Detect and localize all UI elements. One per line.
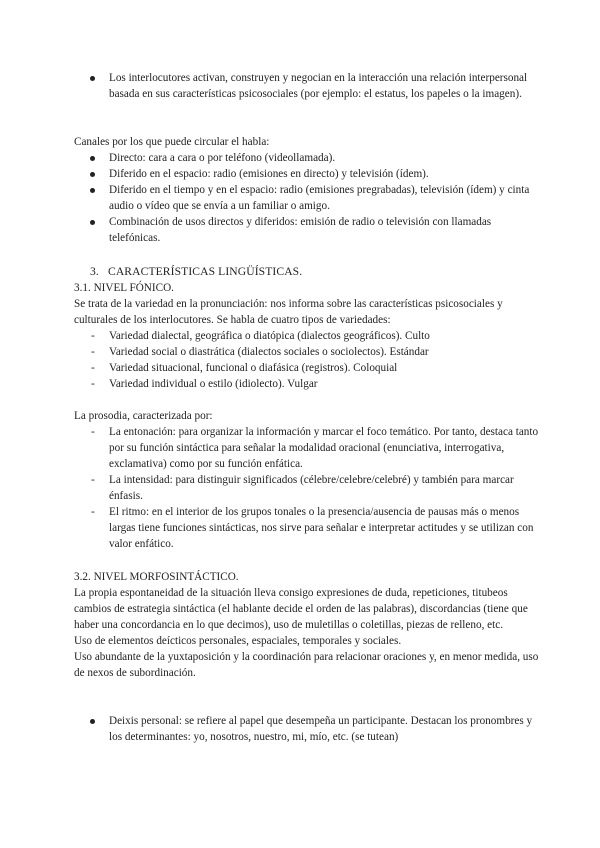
- prosodia-item: - La intensidad: para distinguir significados (célebre/celebre/celebré) y también para marcar énfasis.: [74, 472, 544, 504]
- canales-item: Combinación de usos directos y diferidos: emisión de radio o televisión con llamadas telefónicas.: [74, 214, 544, 246]
- fonico-title: 3.1. NIVEL FÓNICO.: [74, 282, 174, 294]
- canales-heading: Canales por los que puede circular el habla:: [74, 136, 270, 148]
- section-3-number: 3.: [90, 265, 99, 278]
- deixis-item: Deixis personal: se refiere al papel que desempeña un participante. Destacan los pronombres y los determinantes: yo, nosotros, nuestro, mi, mío, etc. (se tutean): [74, 713, 544, 745]
- canales-list: [74, 150, 544, 246]
- variedades-list: [74, 328, 544, 392]
- morfo-title: 3.2. NIVEL MORFOSINTÁCTICO.: [74, 571, 239, 583]
- fonico-intro: Se trata de la variedad en la pronunciación: nos informa sobre las características psicosociales y culturales de los interlocutores. Se habla de cuatro tipos de variedades:: [74, 298, 503, 326]
- prosodia-item: - El ritmo: en el interior de los grupos tonales o la presencia/ausencia de pausas más o menos largas tiene funciones sintácticas, nos sirve para señalar e interpretar actitudes y se utilizan con valor enfático.: [74, 504, 544, 552]
- morfo-paragraph: La propia espontaneidad de la situación lleva consigo expresiones de duda, repeticiones, titubeos cambios de estrategia sintáctica (el hablante decide el orden de las palabras), discordancias (tiene que haber una concordancia en lo que decimos), uso de muletillas o coletillas, piezas de relleno, etc.: [74, 587, 528, 631]
- canales-item: Diferido en el espacio: radio (emisiones en directo) y televisión (ídem).: [74, 166, 544, 182]
- morfo-section: [74, 569, 544, 681]
- morfo-paragraph: Uso abundante de la yuxtaposición y la coordinación para relacionar oraciones y, en menor medida, uso de nexos de subordinación.: [74, 651, 539, 679]
- section-3-heading: [74, 264, 544, 280]
- variedad-item: - Variedad situacional, funcional o diafásica (registros). Coloquial: [74, 360, 544, 376]
- canales-item: Diferido en el tiempo y en el espacio: radio (emisiones pregrabadas), televisión (ídem) y cinta audio o vídeo que se envía a un familiar o amigo.: [74, 182, 544, 214]
- deixis-section: [74, 713, 544, 745]
- morfo-paragraph: Uso de elementos deícticos personales, espaciales, temporales y sociales.: [74, 635, 402, 647]
- prosodia-heading: La prosodia, caracterizada por:: [74, 410, 213, 422]
- canales-section: [74, 134, 544, 246]
- variedad-item: - Variedad social o diastrática (dialectos sociales o sociolectos). Estándar: [74, 344, 544, 360]
- prosodia-list: [74, 424, 544, 552]
- section-3-title: CARACTERÍSTICAS LINGÜÍSTICAS.: [108, 265, 303, 278]
- intro-section: [74, 70, 544, 102]
- variedad-item: - Variedad individual o estilo (idiolecto). Vulgar: [74, 376, 544, 392]
- prosodia-item: - La entonación: para organizar la información y marcar el foco temático. Por tanto, destaca tanto por su función sintáctica para señalar la modalidad oracional (enunciativa, interrogativa, exclamativa) como por su función enfática.: [74, 424, 544, 472]
- canales-item: Directo: cara a cara o por teléfono (videollamada).: [74, 150, 544, 166]
- fonico-section: [74, 280, 544, 392]
- intro-bullet: Los interlocutores activan, construyen y negocian en la interacción una relación interpersonal basada en sus características psicosociales (por ejemplo: el estatus, los papeles o la imagen).: [74, 70, 544, 102]
- prosodia-section: [74, 408, 544, 552]
- variedad-item: - Variedad dialectal, geográfica o diatópica (dialectos geográficos). Culto: [74, 328, 544, 344]
